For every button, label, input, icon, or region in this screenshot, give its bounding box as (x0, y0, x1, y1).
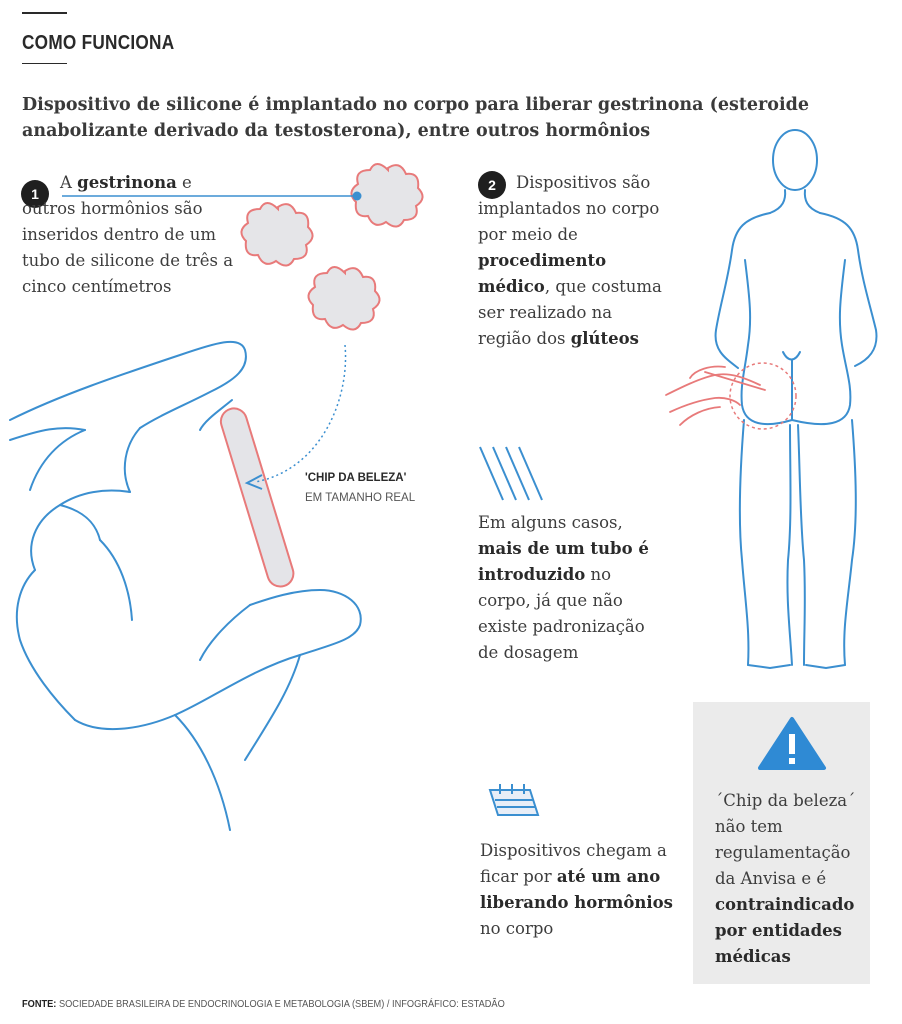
step-2-bold-2: glúteos (570, 329, 639, 348)
duration-note-a: Dispositivos chegam a ficar por (480, 841, 667, 886)
step-1-text (22, 170, 237, 300)
step-1-text-a: A (60, 173, 78, 192)
hand-illustration (10, 342, 361, 830)
chip-title: 'CHIP DA BELEZA' (305, 472, 407, 484)
step-2-text-a: Dispositivos são implantados no corpo por meio de (478, 173, 660, 244)
step-1-badge: 1 (21, 180, 49, 208)
step-2-text (478, 170, 668, 352)
duration-note (480, 838, 675, 942)
tubes-note-b: no corpo, já que não existe padronização de dosagem (478, 565, 645, 662)
step-1-text-b: e outros hormônios são inseridos dentro de um tubo de silicone de três a cinco centímetros (22, 173, 234, 296)
injection-area (730, 363, 796, 429)
tubes-note-a: Em alguns casos, (478, 513, 623, 532)
hormone-molecule-icon (241, 164, 422, 330)
duration-note-b: no corpo (480, 919, 554, 938)
body-back-illustration (716, 130, 877, 668)
headline: Dispositivo de silicone é implantado no corpo para liberar gestrinona (esteroide anabolizante derivado da testosterona), entre outros hormônios (22, 95, 809, 141)
step-1-bold: gestrinona (77, 173, 177, 192)
warning-text (715, 788, 867, 970)
warning-box (693, 702, 870, 984)
calendar-icon (490, 784, 538, 815)
syringe-hand-illustration (666, 367, 765, 425)
footer-source (22, 998, 505, 1010)
warning-text-bold: contraindicado por entidades médicas (715, 895, 855, 966)
step-2-text-b: , que costuma ser realizado na região dos (478, 277, 662, 348)
tubes-note-bold: mais de um tubo é introduzido (478, 539, 649, 584)
duration-note-bold: até um ano liberando hormônios (480, 867, 673, 912)
multiple-tubes-icon (480, 447, 542, 500)
warning-icon (757, 716, 827, 771)
chip-subtitle: EM TAMANHO REAL (305, 492, 416, 504)
silicone-tube-icon (218, 405, 297, 590)
footer-text: SOCIEDADE BRASILEIRA DE ENDOCRINOLOGIA E METABOLOGIA (SBEM) / INFOGRÁFICO: ESTADÃO (56, 998, 505, 1010)
step-2-bold-1: procedimento médico (478, 251, 607, 296)
tubes-note (478, 510, 663, 666)
step-2-badge: 2 (478, 171, 506, 199)
section-label: COMO FUNCIONA (22, 32, 175, 54)
dotted-arrow (255, 345, 346, 482)
warning-text-a: ´Chip da beleza´ não tem regulamentação da Anvisa e é (715, 791, 856, 888)
footer-label: FONTE: (22, 998, 57, 1010)
